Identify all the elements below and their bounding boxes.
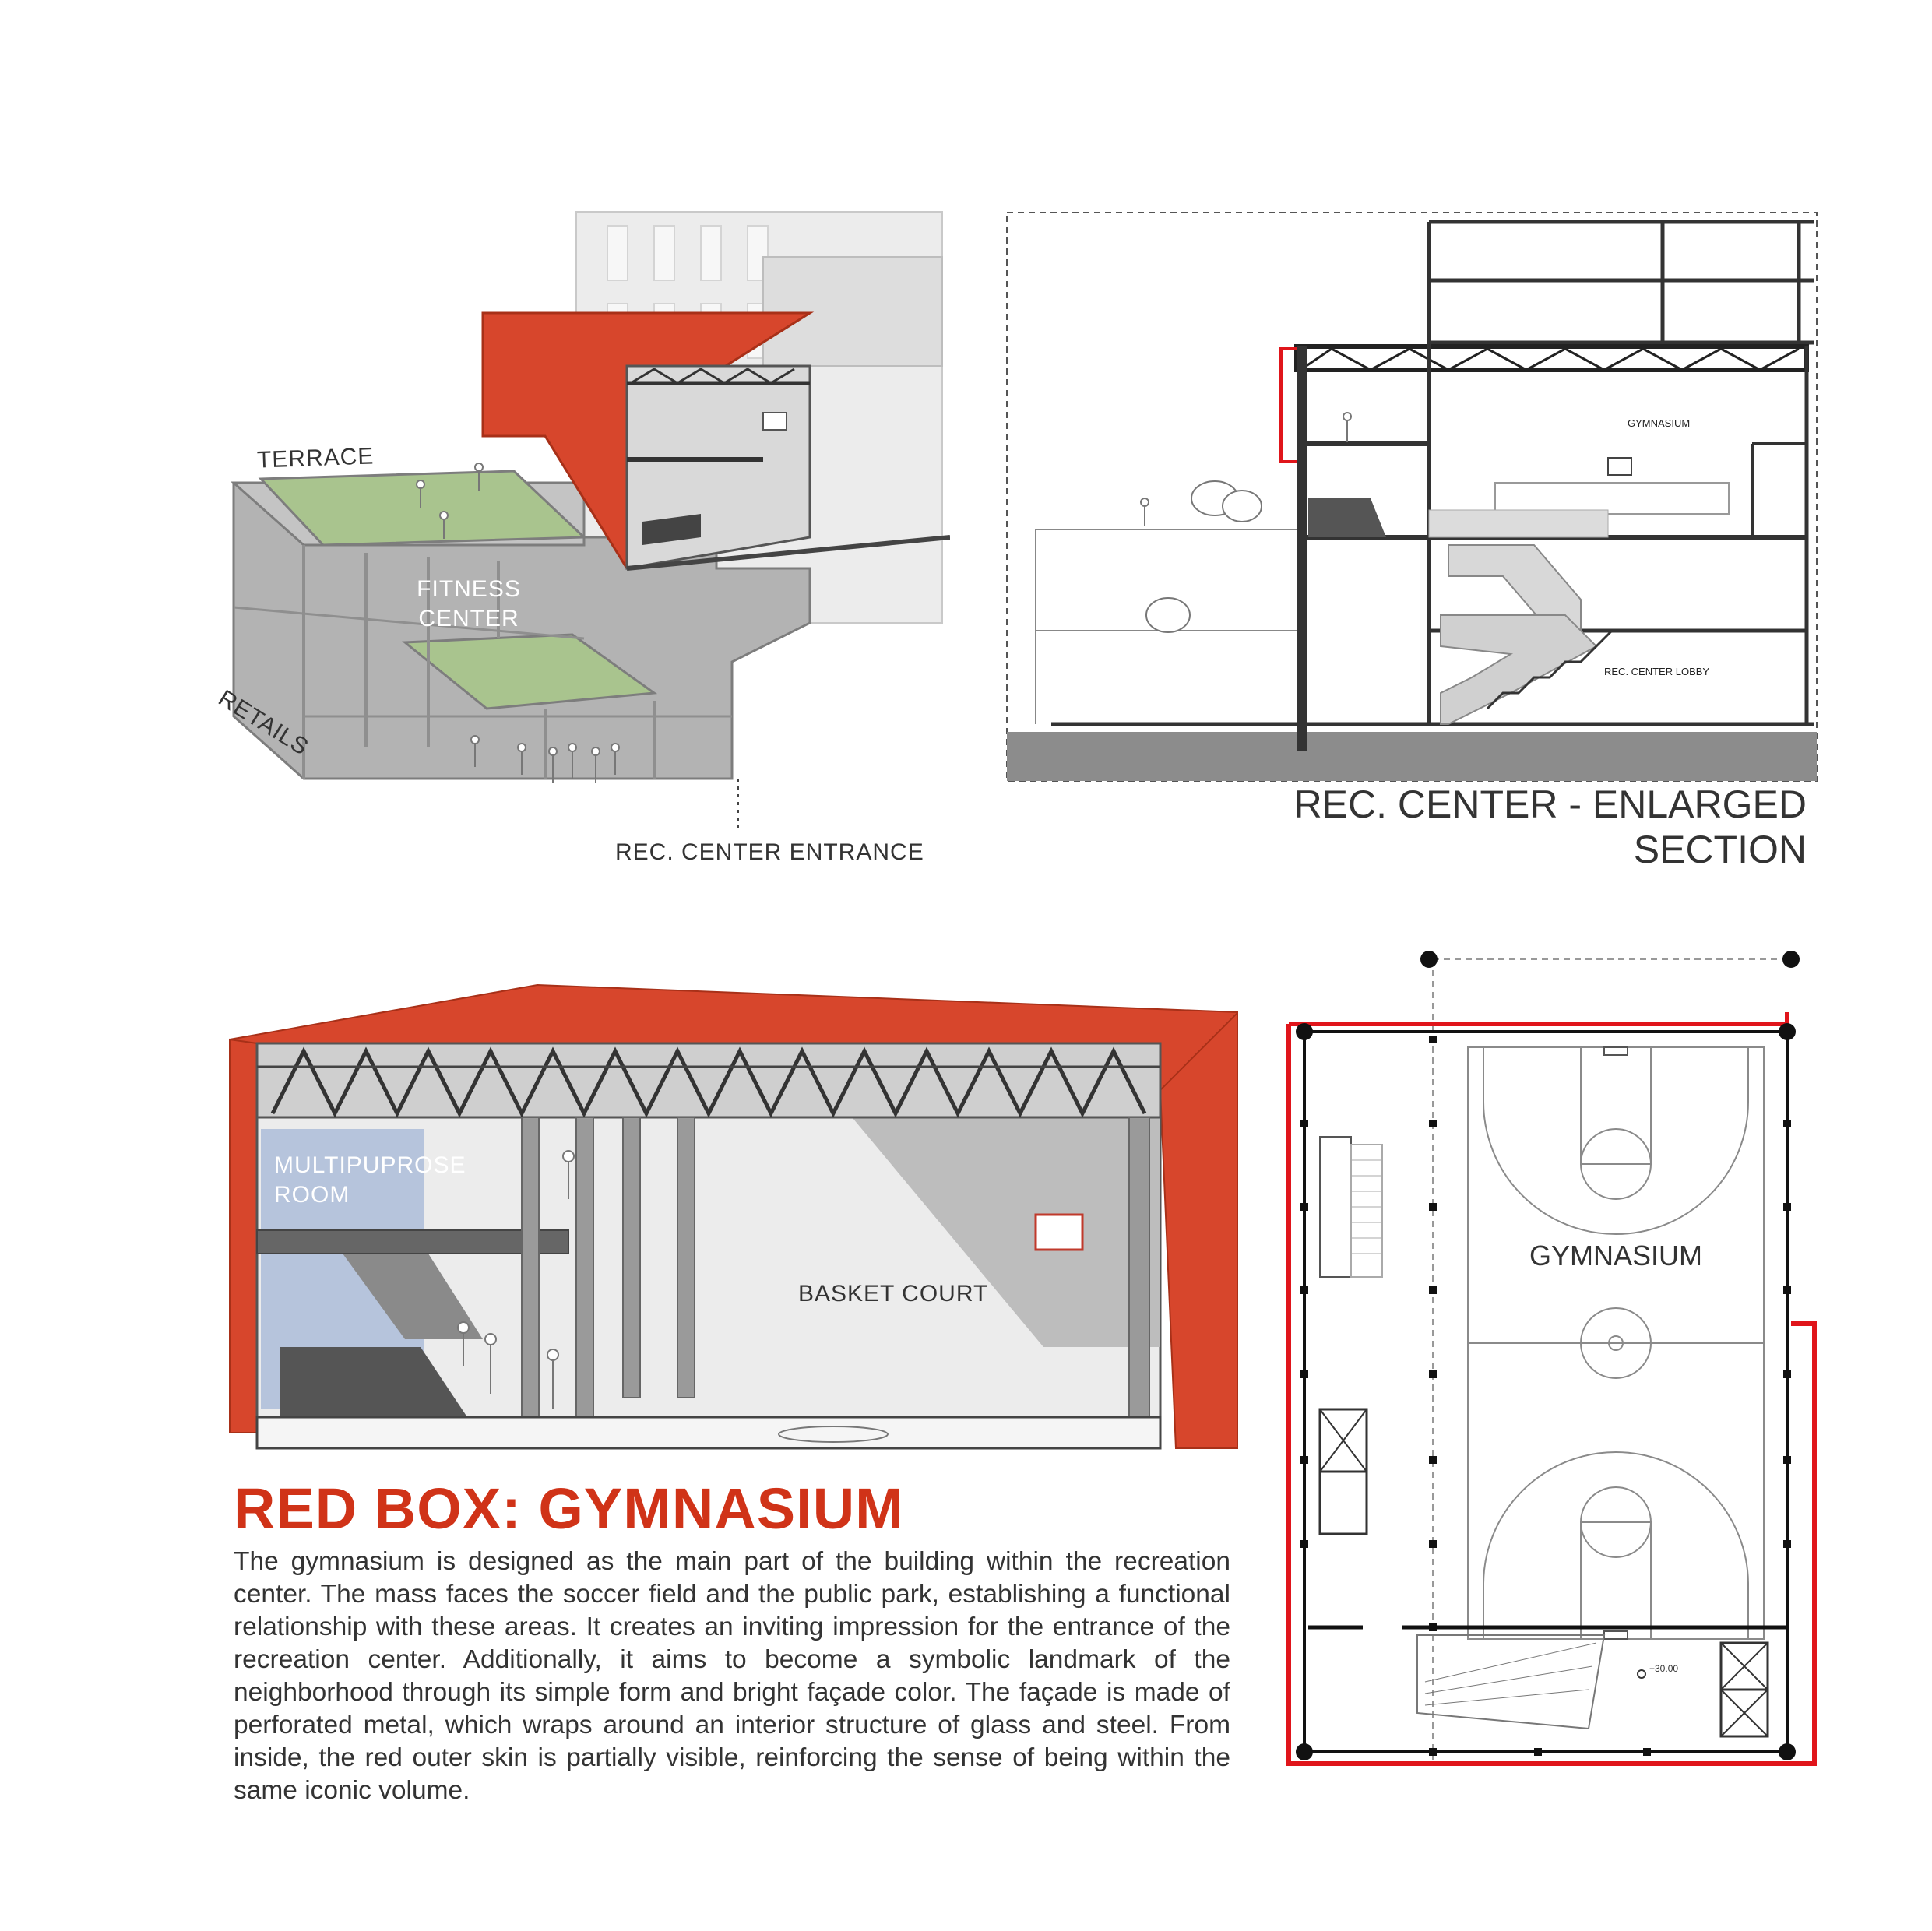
plan-label-gymnasium: GYMNASIUM [1529,1240,1703,1272]
section-panel [1005,210,1822,786]
plan-panel [1277,942,1830,1783]
plan-drawing [1277,942,1830,1783]
label-fitness-center: FITNESS CENTER [417,576,521,631]
axon-top-panel [213,202,950,872]
section-label-lobby: REC. CENTER LOBBY [1604,666,1710,677]
axon-top-drawing [218,202,950,872]
label-terrace: TERRACE [256,443,375,473]
label-rec-center-entrance: REC. CENTER ENTRANCE [615,839,924,865]
section-title: REC. CENTER - ENLARGED SECTION [1293,783,1807,871]
section-label-gymnasium: GYMNASIUM [1628,417,1691,429]
label-retails: RETAILS [213,685,314,761]
plan-level-marker: +30.00 [1649,1663,1679,1674]
label-multipurpose-room: MULTIPUPROSE ROOM [274,1152,466,1208]
axon-bottom-drawing [226,973,1238,1464]
section-drawing [1005,210,1822,786]
page-heading: RED BOX: GYMNASIUM [234,1476,904,1541]
description-paragraph: The gymnasium is designed as the main part of the building within the recreation center. The mass faces the soccer field and the public park, establishing a functional relationship with these areas. It creates an inviting impression for the entrance of the recreation center. Additionally, it aims to become a symbolic landmark of the neighborhood through its simple form and bright façade color. The façade is made of perforated metal, which wraps around an interior structure of glass and steel. From inside, the red outer skin is partially visible, reinforcing the sense of being within the same iconic volume. [234,1547,1230,1805]
axon-bottom-panel [226,973,1238,1464]
label-basket-court: BASKET COURT [798,1281,989,1307]
